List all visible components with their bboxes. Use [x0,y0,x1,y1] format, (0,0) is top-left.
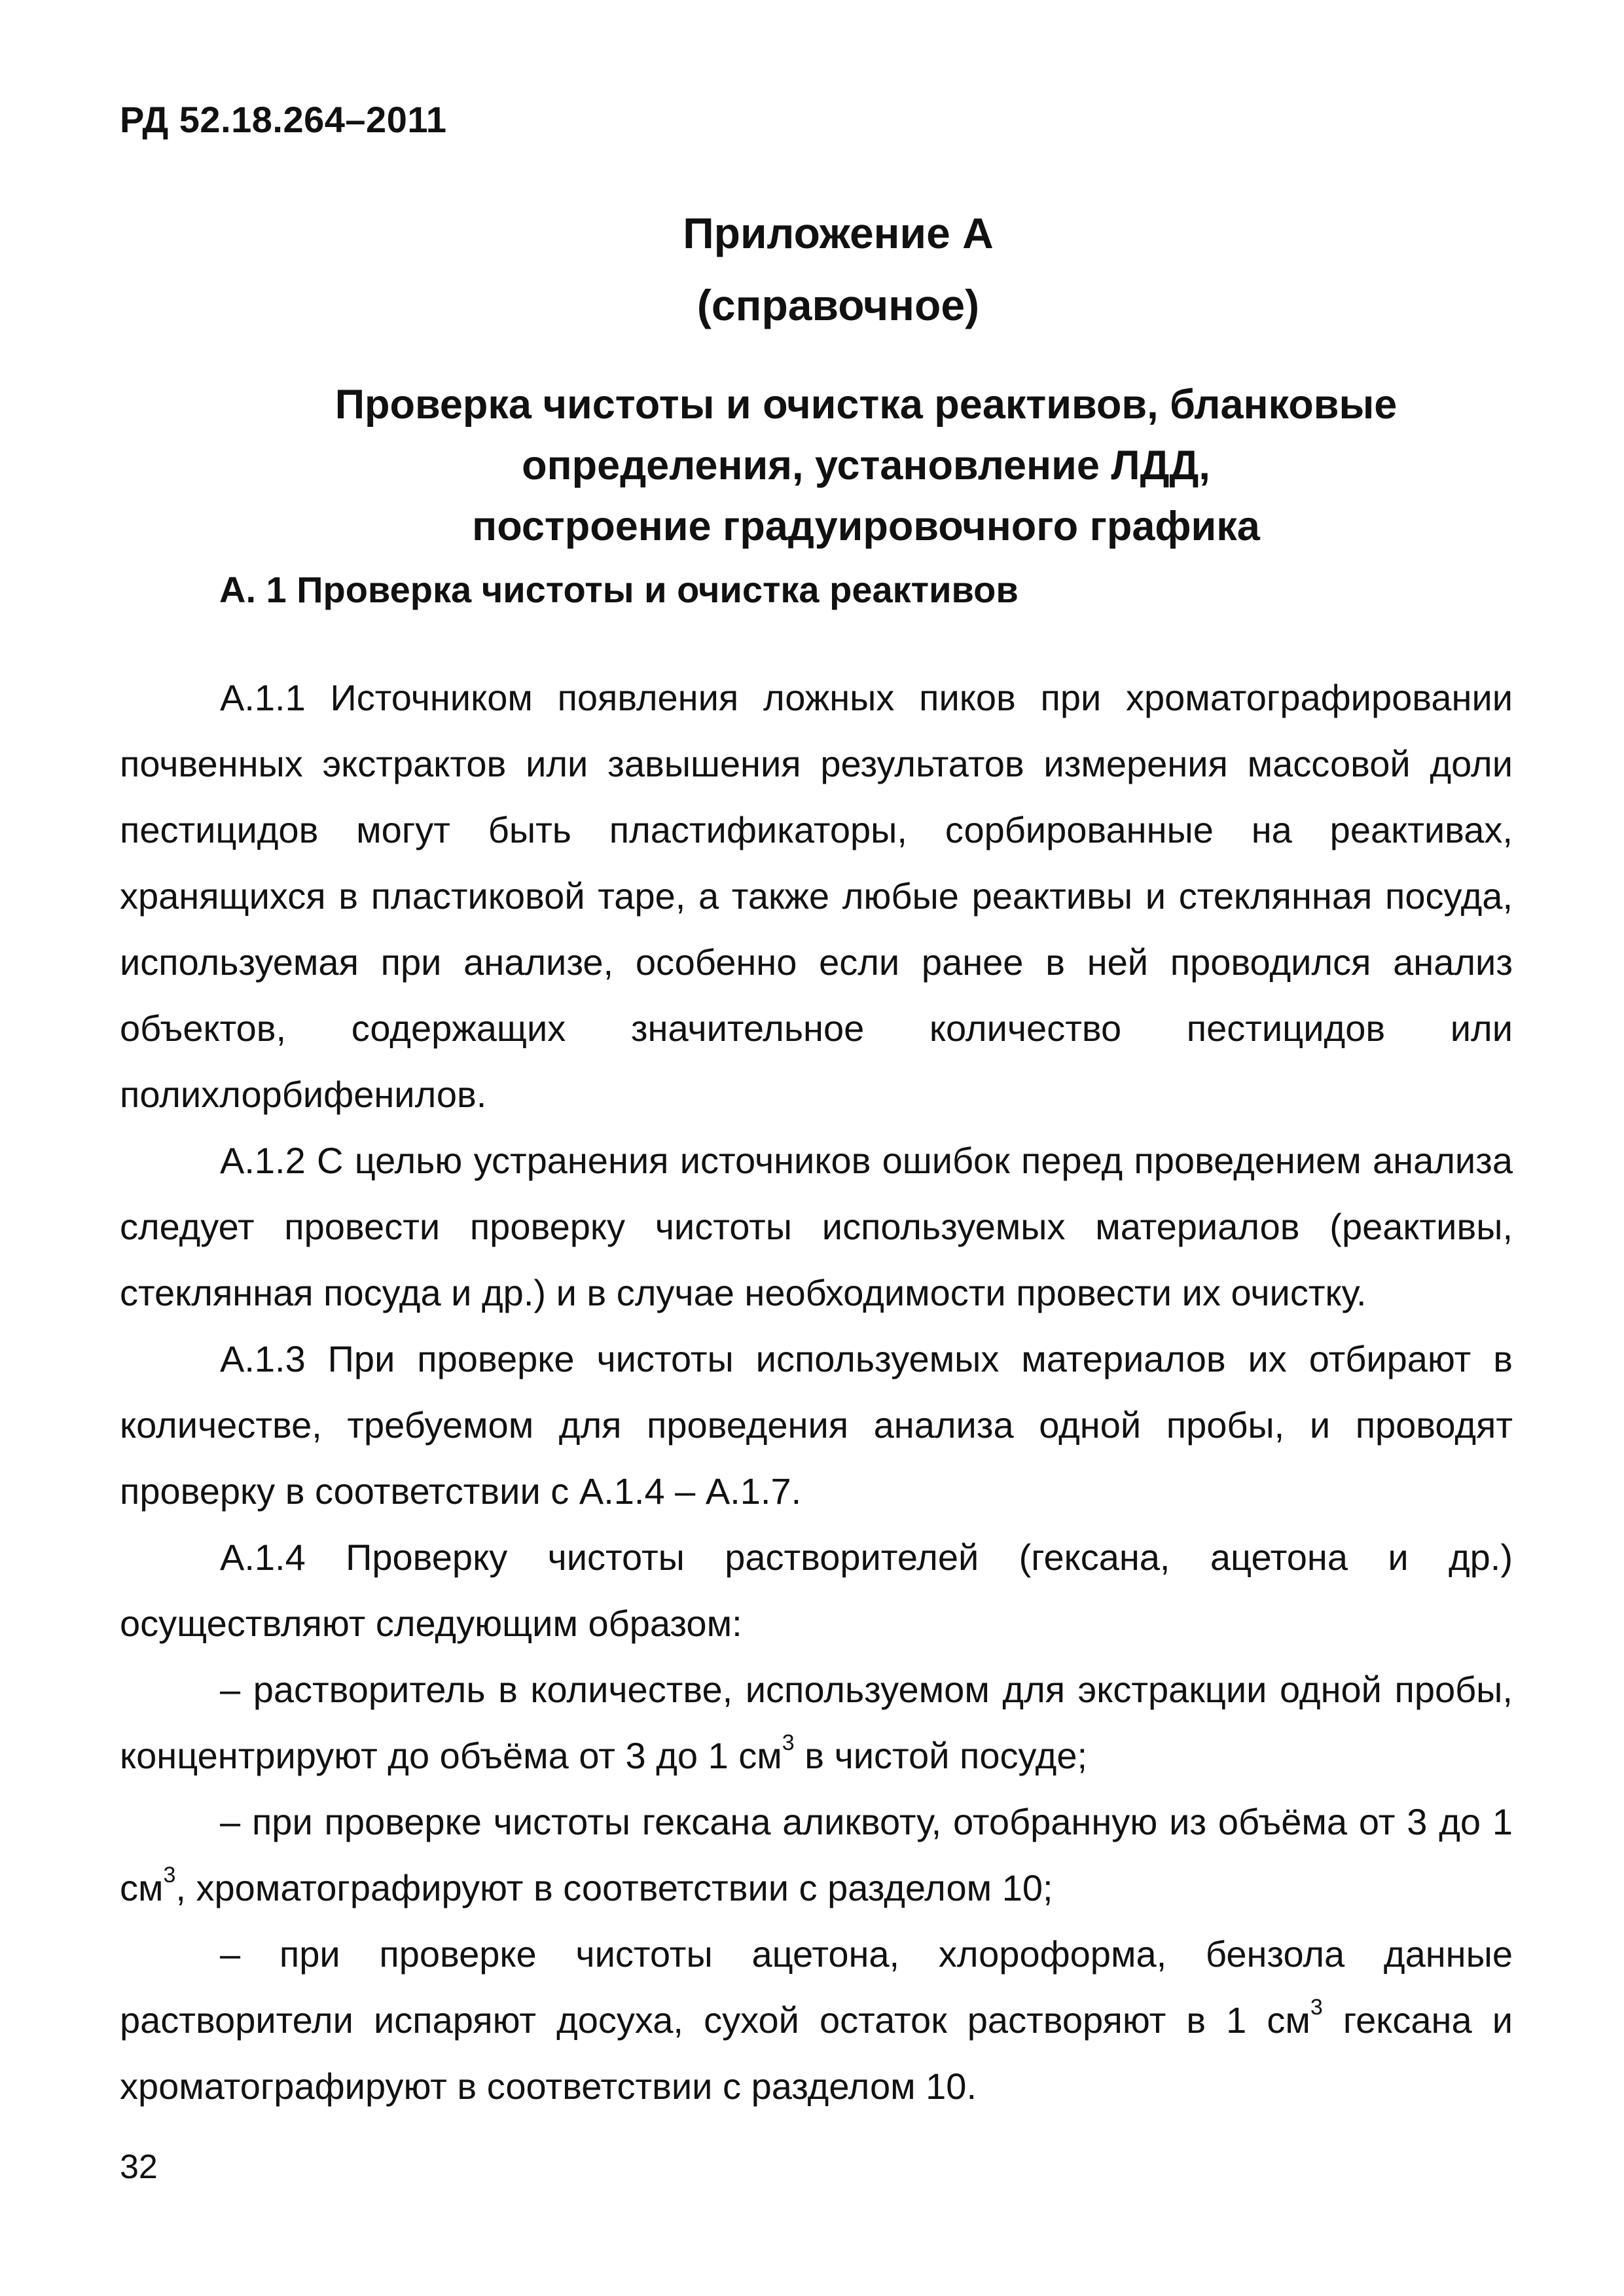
list-item-text: , хроматографируют в соответствии с разделом 10; [175,1867,1053,1908]
list-item-text: в чистой посуде; [794,1735,1088,1776]
section-heading: А. 1 Проверка чистоты и очистка реактивов [219,569,1019,610]
appendix-name-line: определения, установление ЛДД, [522,443,1210,488]
body-text [120,665,1513,2119]
page-number: 32 [120,2148,158,2186]
document-code: РД 52.18.264–2011 [120,99,447,140]
appendix-name-line: построение градуировочного графика [472,503,1260,549]
list-item-text: – при проверке чистоты гексана аликвоту, отобранную из объёма от 3 до 1 см [120,1801,1513,1908]
appendix-name [120,374,1612,557]
list-item [120,1921,1513,2119]
appendix-name-line: Проверка чистоты и очистка реактивов, бланковые [334,382,1398,428]
list-item [120,1656,1513,1789]
appendix-subtitle: (справочное) [696,281,980,329]
superscript: 3 [782,1730,795,1755]
paragraph-a-1-4: А.1.4 Проверку чистоты растворителей (гексана, ацетона и др.) осуществляют следующим образом: [120,1537,1513,1644]
paragraph-a-1-1: А.1.1 Источником появления ложных пиков при хроматографировании почвенных экстрактов или завышения результатов измерения массовой доли пестицидов могут быть пластификаторы, сорбированные на реактивах, хранящихся в пластиковой таре, а также любые реактивы и стеклянная посуда, используемая при анализе, особенно если ранее в ней проводился анализ объектов, содержащих значительное количество пестицидов или полихлорбифенилов. [120,677,1513,1115]
list-item-text: – растворитель в количестве, используемом для экстракции одной пробы, концентрируют до объёма от 3 до 1 см [120,1669,1513,1776]
list-item [120,1789,1513,1921]
paragraph-a-1-2: А.1.2 С целью устранения источников ошибок перед проведением анализа следует провести проверку чистоты используемых материалов (реактивы, стеклянная посуда и др.) и в случае необходимости провести их очистку. [120,1140,1513,1313]
appendix-title: Приложение А [683,209,994,257]
list-item-text: гексана и хроматографируют в соответствии с разделом 10. [120,1999,1513,2107]
list-item-text: – при проверке чистоты ацетона, хлороформа, бензола данные растворители испаряют досуха, сухой остаток растворяют в 1 см [120,1933,1513,2041]
superscript: 3 [163,1863,176,1887]
superscript: 3 [1310,1995,1323,2020]
paragraph-a-1-3: А.1.3 При проверке чистоты используемых материалов их отбирают в количестве, требуемом для проведения анализа одной пробы, и проводят проверку в соответствии с А.1.4 – А.1.7. [120,1338,1513,1512]
